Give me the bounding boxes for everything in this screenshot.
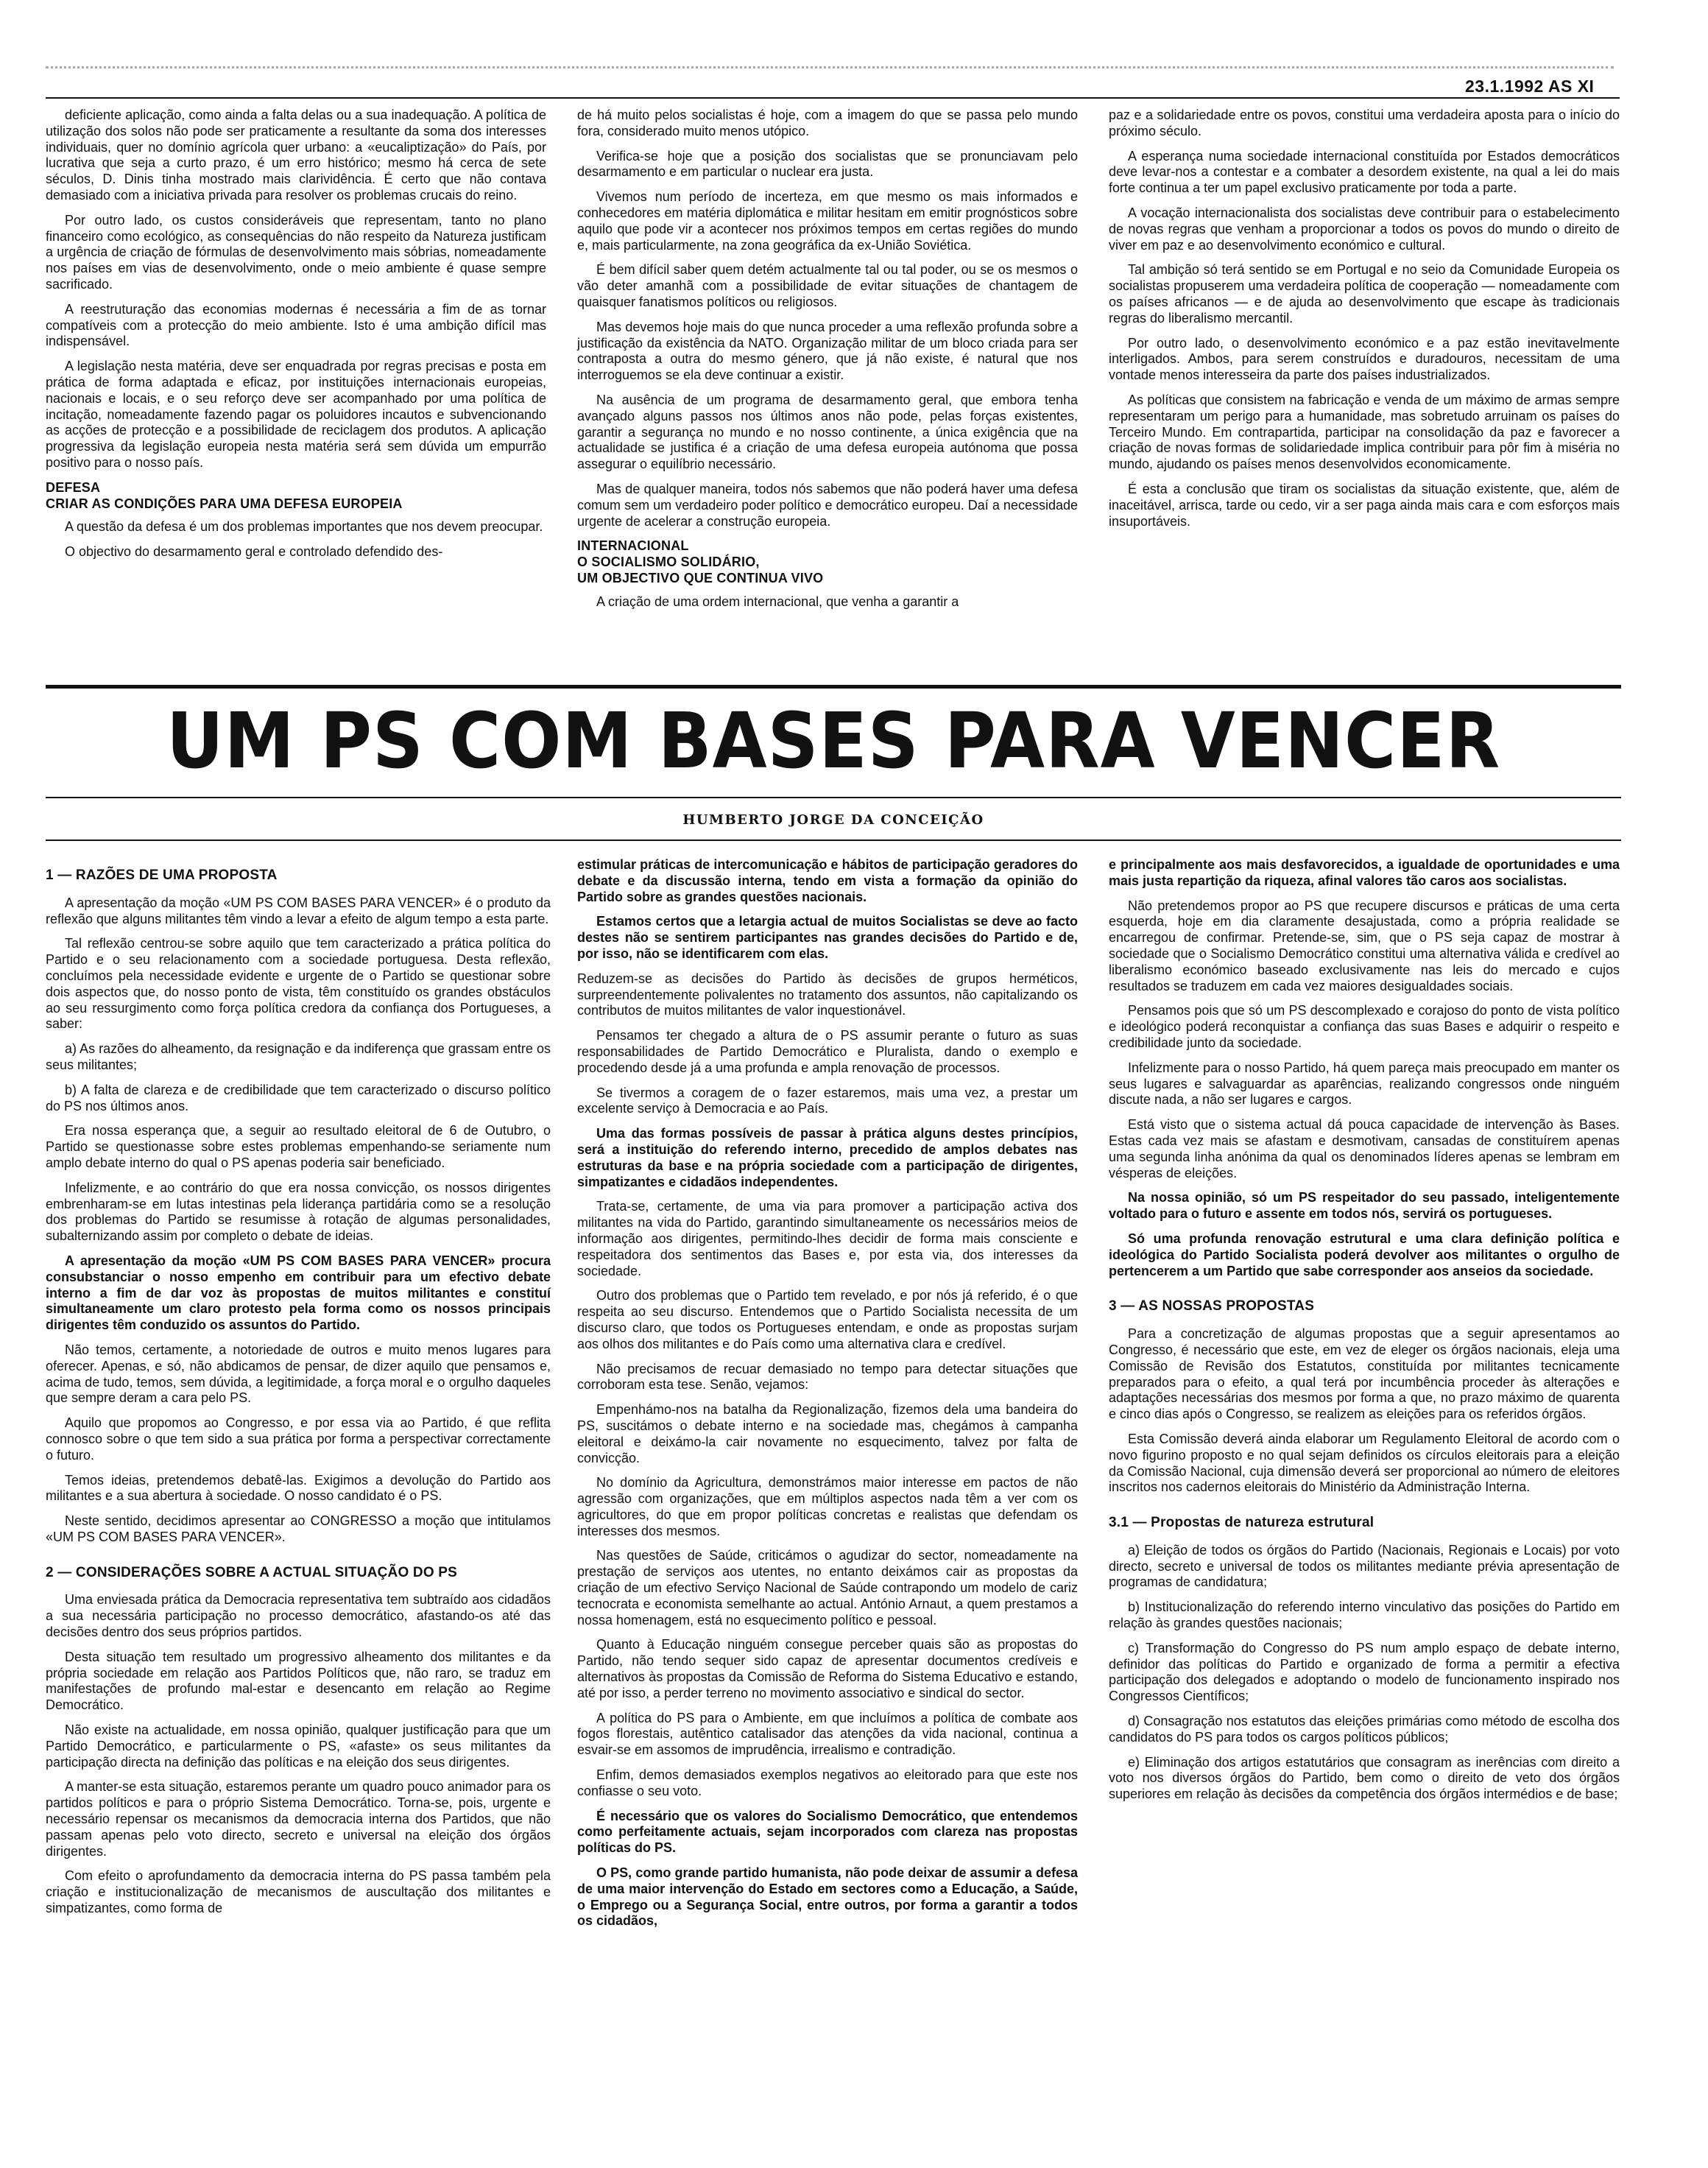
byline-rule	[46, 840, 1621, 841]
section-heading-line: UM OBJECTIVO QUE CONTINUA VIVO	[577, 570, 824, 585]
paragraph: Por outro lado, os custos consideráveis que representam, tanto no plano financeiro como ecológico, as consequências do não respeito da Natureza justificam a urgência de criação de fórmulas de desenvolvimento mais sóbrias, nomeadamente nos países em vias de desenvolvimento, onde o meio ambiente é quase sempre sacrificado.	[46, 212, 546, 292]
paragraph: Uma enviesada prática da Democracia representativa tem subtraído aos cidadãos a sua necessária participação no processo democrático, afastando-os até das decisões dentro dos seus próprios partidos.	[46, 1592, 551, 1640]
paragraph: Na ausência de um programa de desarmamento geral, que embora tenha avançado alguns passos nos últimos anos não pode, pelas forças existentes, garantir a segurança no mundo e no nosso continente, a única exigência que na actualidade se justifica é a criação de uma defesa europeia autónoma que possa assegurar o equilíbrio necessário.	[577, 392, 1078, 472]
paragraph: A questão da defesa é um dos problemas importantes que nos devem preocupar.	[65, 519, 543, 535]
paragraph: A reestruturação das economias modernas é necessária a fim de as tornar compatíveis com a protecção do meio ambiente. Isto é uma ambição difícil mas indispensável.	[46, 301, 546, 349]
paragraph: Verifica-se hoje que a posição dos socialistas que se pronunciavam pelo desarmamento e em particular o nuclear era justa.	[577, 148, 1078, 180]
top-column-3	[1109, 108, 1620, 538]
section-heading	[46, 867, 551, 884]
paragraph: c) Transformação do Congresso do PS num amplo espaço de debate interno, definidor das políticas do Partido e organizado de forma a permitir a efectiva participação dos delegados e adoptando o modelo de funcionamento inspirado nos Congressos Científicos;	[1109, 1640, 1620, 1704]
paragraph: Desta situação tem resultado um progressivo alheamento dos militantes e da própria sociedade em relação aos Partidos Políticos que, não raro, se traduz em manifestações de profundo mal-estar e desencanto em relação ao Regime Democrático.	[46, 1649, 551, 1713]
paragraph: Temos ideias, pretendemos debatê-las. Exigimos a devolução do Partido aos militantes e a sua abertura à sociedade. O nosso candidato é o PS.	[46, 1472, 551, 1504]
paragraph: Não precisamos de recuar demasiado no tempo para detectar situações que corroboram esta tese. Senão, vejamos:	[577, 1361, 1078, 1393]
article-byline: HUMBERTO JORGE DA CONCEIÇÃO	[682, 812, 984, 828]
section-divider	[46, 685, 1621, 689]
paragraph: A criação de uma ordem internacional, que venha a garantir a	[596, 594, 959, 609]
article-column-2	[577, 857, 1078, 1938]
paragraph: Vivemos num período de incerteza, em que mesmo os mais informados e conhecedores em matéria diplomática e militar hesitam em emitir prognósticos sobre aquilo que pode vir a acontecer nos próximos tempos em certas regiões do mundo e, mais particularmente, na zona geográfica da ex-União Soviética.	[577, 189, 1078, 253]
paragraph: Uma das formas possíveis de passar à prática alguns destes princípios, será a instituição do referendo interno, precedido de amplos debates nas estruturas da base e na própria sociedade com a participação de dirigentes, simpatizantes e cidadãos independentes.	[577, 1126, 1078, 1189]
paragraph: Enfim, demos demasiados exemplos negativos ao eleitorado para que este nos confiasse o seu voto.	[577, 1767, 1078, 1798]
paragraph: Pensamos pois que só um PS descomplexado e corajoso do ponto de vista político e ideológico poderá reconquistar a confiança das suas Bases e adquirir o respeito e credibilidade junto da sociedade.	[1109, 1003, 1620, 1050]
paragraph: Só uma profunda renovação estrutural e uma clara definição política e ideológica do Partido Socialista poderá devolver aos militantes o orgulho de pertencerem a um Partido que sabe corresponder aos anseios da sociedade.	[1109, 1231, 1620, 1278]
paragraph: A apresentação da moção «UM PS COM BASES PARA VENCER» é o produto da reflexão que alguns militantes têm vindo a levar a efeito de algum tempo a esta parte.	[46, 895, 551, 926]
paragraph: Não existe na actualidade, em nossa opinião, qualquer justificação para que um Partido Democrático, e particularmente o PS, «afaste» os seus militantes da participação directa na definição das políticas e na eleição dos seus dirigentes.	[46, 1722, 551, 1770]
paragraph: Mas devemos hoje mais do que nunca proceder a uma reflexão profunda sobre a justificação da existência da NATO. Organização militar de um bloco criada para ser contraposta a outra do mesmo género, que já não existe, é natural que nos interroguemos se ela deve continuar a existir.	[577, 319, 1078, 383]
paragraph: É bem difícil saber quem detém actualmente tal ou tal poder, ou se os mesmos o vão deter amanhã com a possibilidade de evitar situações de chantagem de quaisquer fanatismos políticos ou religiosos.	[577, 262, 1078, 309]
paragraph: Por outro lado, o desenvolvimento económico e a paz estão inevitavelmente interligados. Ambos, para serem construídos e duradouros, necessitam de uma vontade menos interesseira da parte dos países industrializados.	[1109, 335, 1620, 383]
paragraph: Nas questões de Saúde, criticámos o agudizar do sector, nomeadamente na prestação de serviços aos utentes, no entanto deixámos cair as propostas da criação de um efectivo Serviço Nacional de Saúde contrapondo um modelo de cariz tecnocrata e economista semelhante ao actual. António Arnaut, a quem prestamos a nossa homenagem, está no esquecimento político e pessoal.	[577, 1548, 1078, 1627]
paragraph: d) Consagração nos estatutos das eleições primárias como método de escolha dos candidatos do PS para todos os cargos políticos públicos;	[1109, 1714, 1620, 1745]
headline-rule	[46, 797, 1621, 798]
top-column-1	[46, 108, 546, 569]
paragraph: A política do PS para o Ambiente, em que incluímos a política de combate aos fogos florestais, autêntico catalisador das atenções da vida nacional, continua a esvair-se em assomos de imprudência, irrealismo e contradição.	[577, 1710, 1078, 1758]
paragraph: deficiente aplicação, como ainda a falta delas ou a sua inadequação. A política de utilização dos solos não pode ser praticamente a resultante da soma dos interesses individuais, quer no domínio agrícola quer urbano: a «eucaliptização» do País, por lucrativa que seja a curto prazo, é um erro histórico; mesmo há cerca de sete séculos, D. Dinis tinha mostrado mais clarividência. É certo que não contava demasiado com a iniciativa privada para resolver os problemas crucais do reino.	[46, 108, 546, 203]
paragraph: paz e a solidariedade entre os povos, constitui uma verdadeira aposta para o início do próximo século.	[1109, 108, 1620, 138]
paragraph: Infelizmente para o nosso Partido, há quem pareça mais preocupado em manter os seus lugares e salvaguardar as aparências, realizando congressos onde ninguém discute nada, a não ser lugares e cargos.	[1109, 1060, 1620, 1108]
article-column-3	[1109, 857, 1620, 1812]
paragraph: A vocação internacionalista dos socialistas deve contribuir para o estabelecimento de novas regras que venham a proporcionar a todos os povos do mundo o direito de viver em paz e ao desenvolvimento económico e cultural.	[1109, 205, 1620, 253]
section-heading	[46, 480, 546, 513]
paragraph: Neste sentido, decidimos apresentar ao CONGRESSO a moção que intitulamos «UM PS COM BASES PARA VENCER».	[46, 1513, 551, 1544]
section-heading-line: CRIAR AS CONDIÇÕES PARA UMA DEFESA EUROPEIA	[46, 496, 403, 511]
paragraph: Infelizmente, e ao contrário do que era nossa convicção, os nossos dirigentes embrenharam-se em lutas intestinas pela liderança partidária como se a resolução dos problemas do Partido se resumisse à rotação de algumas personalidades, subalternizando assim por completo o debate de ideias.	[46, 1180, 551, 1244]
paragraph: Não pretendemos propor ao PS que recupere discursos e práticas de uma certa esquerda, hoje em dia claramente desajustada, como a própria realidade se encarregou de confirmar. Pretende-se, sim, que o PS seja capaz de mostrar à sociedade que o Socialismo Democrático constitui uma alternativa válida e credível ao liberalismo económico baseado exclusivamente nas leis do mercado e cujos resultados se traduzem em cada vez maiores desigualdades sociais.	[1109, 898, 1620, 993]
paragraph: Não temos, certamente, a notoriedade de outros e muito menos lugares para oferecer. Apenas, e só, não abdicamos de pensar, de dizer aquilo que pensamos e, acima de tudo, temos, sem dúvida, a legitimidade, a força moral e o orgulho daqueles que sempre deram a cara pelo PS.	[46, 1342, 551, 1406]
paragraph: Na nossa opinião, só um PS respeitador do seu passado, inteligentemente voltado para o futuro e assente em todos nós, servirá os portugueses.	[1109, 1190, 1620, 1222]
paragraph: A apresentação da moção «UM PS COM BASES PARA VENCER» procura consubstanciar o nosso empenho em contribuir para um efectivo debate interno a fim de dar voz às propostas de muitos militantes e constituí simultaneamente um claro protesto pela forma como os nossos principais dirigentes têm conduzido os assuntos do Partido.	[46, 1253, 551, 1333]
section-heading-line: INTERNACIONAL	[577, 538, 689, 554]
top-column-2	[577, 108, 1078, 619]
paragraph: A manter-se esta situação, estaremos perante um quadro pouco animador para os partidos políticos e para o próprio Sistema Democrático. Torna-se, pois, urgente e necessário repensar os mecanismos da democracia interna dos Partidos, que não passam apenas pelo voto directo, secreto e universal na eleição dos órgãos dirigentes.	[46, 1779, 551, 1859]
paragraph: a) Eleição de todos os órgãos do Partido (Nacionais, Regionais e Locais) por voto directo, secreto e universal de todos os militantes mediante prévia apresentação de programas de candidatura;	[1109, 1542, 1620, 1590]
article-column-1	[46, 848, 551, 1926]
article-headline: UM PS COM BASES PARA VENCER	[166, 696, 1501, 786]
top-dotted-rule	[46, 66, 1614, 68]
paragraph: O PS, como grande partido humanista, não pode deixar de assumir a defesa de uma maior intervenção do Estado em sectores como a Educação, a Saúde, o Emprego ou a Segurança Social, entre outros, por forma a garantir a todos os cidadãos,	[577, 1865, 1078, 1929]
paragraph: Aquilo que propomos ao Congresso, e por essa via ao Partido, é que reflita connosco sobre o que tem sido a sua prática por forma a perspectivar correctamente o futuro.	[46, 1415, 551, 1463]
paragraph: Tal reflexão centrou-se sobre aquilo que tem caracterizado a prática política do Partido e o seu relacionamento com a sociedade portuguesa. Desta reflexão, concluímos pela necessidade evidente e urgente de o Partido se questionar sobre dois aspectos que, do nosso ponto de vista, têm constituído os grandes obstáculos ao seu ressurgimento como força política credora da confiança dos Portugueses, a saber:	[46, 936, 551, 1032]
section-heading	[577, 538, 1078, 586]
paragraph: Mas de qualquer maneira, todos nós sabemos que não poderá haver uma defesa comum sem um verdadeiro poder político e democrático europeu. Daí a necessidade urgente de acelerar a construção europeia.	[577, 481, 1078, 529]
page-dateline: 23.1.1992 AS XI	[1465, 77, 1595, 96]
paragraph: Pensamos ter chegado a altura de o PS assumir perante o futuro as suas responsabilidades de Partido Democrático e Pluralista, dando o exemplo e procedendo desde já a uma profunda e ampla renovação de processos.	[577, 1028, 1078, 1075]
paragraph: Tal ambição só terá sentido se em Portugal e no seio da Comunidade Europeia os socialistas propuserem uma verdadeira política de cooperação — nomeadamente com os países africanos — e de ajuda ao desenvolvimento que escape às tradicionais regras do liberalismo mercantil.	[1109, 262, 1620, 325]
paragraph: O objectivo do desarmamento geral e controlado defendido des-	[65, 544, 443, 560]
header-rule	[46, 97, 1620, 99]
paragraph: A legislação nesta matéria, deve ser enquadrada por regras precisas e posta em prática de forma adaptada e eficaz, por instituições internacionais europeias, nacionais e locais, e o seu reforço deve ser acompanhado por uma política de incitação, nomeadamente fazendo pagar os poluidores incautos e subvencionando as acções de protecção e a possibilidade de reciclagem dos produtos. A aplicação progressiva da legislação europeia nesta matéria será sem dúvida um empurrão positivo para o nosso país.	[46, 359, 546, 470]
paragraph: No domínio da Agricultura, demonstrámos maior interesse em pactos de não agressão com organizações, que em múltiplos aspectos nada têm a ver com os agricultores, do que em propor políticas concretas e realistas que defendam os interesses dos mesmos.	[577, 1475, 1078, 1538]
section-heading-line: 3.1 — Propostas de natureza estrutural	[1109, 1515, 1374, 1531]
paragraph: e principalmente aos mais desfavorecidos, a igualdade de oportunidades e uma mais justa repartição da riqueza, afinal valores tão caros aos socialistas.	[1109, 857, 1620, 888]
paragraph: Quanto à Educação ninguém consegue perceber quais são as propostas do Partido, não tendo sequer sido capaz de apresentar documentos credíveis e alternativos às propostas da Comissão de Reforma do Sistema Educativo e estando, até por isso, a perder terreno no movimento associativo e sindical do sector.	[577, 1637, 1078, 1700]
paragraph: A esperança numa sociedade internacional constituída por Estados democráticos deve levar-nos a contestar e a combater a desordem existente, na qual a lei do mais forte continua a ter um papel exclusivo praticamente por toda a parte.	[1109, 148, 1620, 196]
paragraph: Era nossa esperança que, a seguir ao resultado eleitoral de 6 de Outubro, o Partido se questionasse sobre estes problemas empenhando-se seriamente num amplo debate interno do qual o PS apenas poderia sair beneficiado.	[46, 1123, 551, 1170]
paragraph: Esta Comissão deverá ainda elaborar um Regulamento Eleitoral de acordo com o novo figurino proposto e no qual sejam definidos os círculos eleitorais para a eleição da Comissão Nacional, cuja dimensão deverá ser proporcional ao número de eleitores inscritos nos cadernos eleitorais do Ministério da Administração Interna.	[1109, 1431, 1620, 1495]
paragraph: estimular práticas de intercomunicação e hábitos de participação geradores do debate e da discussão interna, tendo em vista a formação da opinião do Partido sobre as grandes questões nacionais.	[577, 857, 1078, 904]
paragraph: É esta a conclusão que tiram os socialistas da situação existente, que, além de inaceitável, arrisca, tarde ou cedo, vir a ser paga ainda mais cara e com esforços mais insuportáveis.	[1109, 481, 1620, 529]
section-heading	[1109, 1298, 1620, 1314]
paragraph: Reduzem-se as decisões do Partido às decisões de grupos herméticos, surpreendentemente polivalentes no tratamento dos assuntos, não capitalizando os contributos de muitos militantes de valor inquestionável.	[577, 971, 1078, 1018]
section-heading-line: DEFESA	[46, 479, 101, 495]
paragraph: de há muito pelos socialistas é hoje, com a imagem do que se passa pelo mundo fora, considerado muito menos utópico.	[577, 108, 1078, 138]
paragraph: Estamos certos que a letargia actual de muitos Socialistas se deve ao facto destes não se sentirem participantes nas grandes decisões do Partido e de, por isso, não se identificarem com elas.	[577, 914, 1078, 961]
paragraph: Outro dos problemas que o Partido tem revelado, e por nós já referido, é o que respeita ao seu discurso. Entendemos que o Partido Socialista necessita de um discurso claro, que todos os Portugueses entendam, e onde as propostas surjam aos olhos dos militantes e do País como uma alternativa clara e credível.	[577, 1288, 1078, 1351]
paragraph: b) A falta de clareza e de credibilidade que tem caracterizado o discurso político do PS nos últimos anos.	[46, 1082, 551, 1113]
paragraph: As políticas que consistem na fabricação e venda de um máximo de armas sempre representaram um perigo para a humanidade, mas sobretudo arruinam os países do Terceiro Mundo. Em contrapartida, participar na consolidação da paz e favorecer a criação de novas formas de solidariedade implica contribuir para pôr fim à miséria no mundo, ajudando os países menos desenvolvidos economicamente.	[1109, 392, 1620, 472]
paragraph: b) Institucionalização do referendo interno vinculativo das posições do Partido em relação às grandes questões nacionais;	[1109, 1599, 1620, 1631]
section-heading-line: 1 — RAZÕES DE UMA PROPOSTA	[46, 867, 278, 883]
paragraph: Trata-se, certamente, de uma via para promover a participação activa dos militantes na vida do Partido, garantindo simultaneamente os necessários meios de informação aos dirigentes, permitindo-lhes decidir de forma mais consciente e respeitadora dos sentimentos das Bases e, por esta via, dos interesses da sociedade.	[577, 1199, 1078, 1278]
paragraph: Com efeito o aprofundamento da democracia interna do PS passa também pela criação e institucionalização de mecanismos de auscultação dos militantes e simpatizantes, como forma de	[46, 1868, 551, 1916]
section-heading	[1109, 1515, 1620, 1531]
paragraph: a) As razões do alheamento, da resignação e da indiferença que grassam entre os seus militantes;	[46, 1041, 551, 1072]
paragraph: Empenhámo-nos na batalha da Regionalização, fizemos dela uma bandeira do PS, suscitámos o debate interno e na sociedade mas, chegámos à campanha eleitoral e deixámo-la cair novamente no esquecimento, talvez por falta de convicção.	[577, 1402, 1078, 1465]
paragraph: e) Eliminação dos artigos estatutários que consagram as inerências com direito a voto nos diversos órgãos do Partido, bem como o direito de veto dos órgãos superiores em relação às decisões da competência dos órgãos intermédios e de base;	[1109, 1754, 1620, 1802]
section-heading	[46, 1565, 551, 1581]
paragraph: É necessário que os valores do Socialismo Democrático, que entendemos como perfeitamente actuais, sejam incorporados com clareza nas propostas políticas do PS.	[577, 1808, 1078, 1856]
section-heading-line: 3 — AS NOSSAS PROPOSTAS	[1109, 1298, 1315, 1314]
paragraph: Para a concretização de algumas propostas que a seguir apresentamos ao Congresso, é necessário que este, em vez de eleger os órgãos nacionais, eleja uma Comissão de Revisão dos Estatutos, constituída por militantes tecnicamente preparados para o efeito, a qual terá por incumbência proceder às alterações e adaptações necessárias dos mesmos por forma a que, no prazo máximo de quarenta e cinco dias após o Congresso, se realizem as eleições para os referidos órgãos.	[1109, 1326, 1620, 1422]
paragraph: Está visto que o sistema actual dá pouca capacidade de intervenção às Bases. Estas cada vez mais se afastam e desmotivam, cansadas de constituírem apenas uma segunda linha anónima da qual os denominados líderes apenas se lembram em vésperas de eleições.	[1109, 1117, 1620, 1180]
section-heading-line: 2 — CONSIDERAÇÕES SOBRE A ACTUAL SITUAÇÃO DO PS	[46, 1564, 458, 1580]
section-heading-line: O SOCIALISMO SOLIDÁRIO,	[577, 555, 760, 570]
paragraph: Se tivermos a coragem de o fazer estaremos, mais uma vez, a prestar um excelente serviço à Democracia e ao País.	[577, 1085, 1078, 1116]
